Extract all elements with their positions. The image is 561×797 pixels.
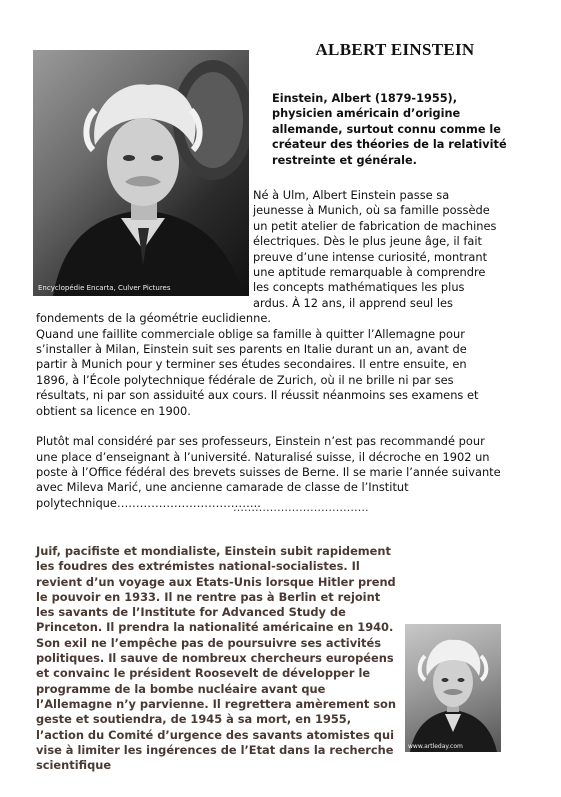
photo-watermark: www.artleday.com — [408, 743, 463, 750]
bio-paragraph-career: Plutôt mal considéré par ses professeurs, Einstein n’est pas recommandé pour une place d’enseignant à l’université. Naturalisé suisse, il décroche en 1902 un poste à l’Office fédéral des brevets suisses de Berne. Il se marie l’année suivante avec Mileva Marić, une ancienne camarade de classe de l’Institut polytechnique……………………………….. — [36, 434, 501, 510]
photo-credit: Encyclopédie Encarta, Culver Pictures — [38, 284, 171, 292]
biography-text — [36, 188, 501, 511]
summary-paragraph: Einstein, Albert (1879-1955), physicien américain d’origine allemande, surtout connu comme le créateur des théories de la relativité restreinte et générale. — [272, 92, 507, 167]
page-title: ALBERT EINSTEIN — [315, 40, 475, 59]
politics-text: Juif, pacifiste et mondialiste, Einstein subit rapidement les foudres des extrémistes national-socialistes. Il revient d’un voyage aux Etats-Unis lorsque Hitler prend le pouvoir en 1933. Il ne rentre pas à Berlin et rejoint les savants de l’Institute for Advanced Study de Princeton. Il prendra la nationalité américaine en 1940. Son exil ne l’empêche pas de poursuivre ses activités politiques. Il sauve de nombreux chercheurs européens et convainc le président Roosevelt de développer le programme de la bombe nucléaire avant que l’Allemagne n’y parvienne. Il regrettera amèrement son geste et soutiendra, de 1945 à sa mort, en 1955, l’action du Comité d’urgence des savants atomistes qui vise à limiter les ingérences de l’Etat dans la recherche scientifique — [36, 544, 396, 773]
bio-paragraph-youth: Né à Ulm, Albert Einstein passe sa jeunesse à Munich, où sa famille possède un petit atelier de fabrication de machines électriques. Dès le plus jeune âge, il fait preuve d’une intense curiosité, montrant une aptitude remarquable à comprendre les concepts mathématiques les plus ardus. À 12 ans, il apprend seul les fondements de la géométrie euclidienne. — [36, 188, 497, 326]
einstein-portrait-photo-small — [405, 624, 501, 752]
small-portrait-illustration — [405, 624, 501, 752]
bio-paragraph-studies: Quand une faillite commerciale oblige sa famille à quitter l’Allemagne pour s’installer à Milan, Einstein suit ses parents en Italie durant un an, avant de partir à Munich pour y terminer ses études secondaires. Il entre ensuite, en 1896, à l’École polytechnique fédérale de Zurich, où il ne brille ni par ses résultats, ni par son assiduité aux cours. Il réussit néanmoins ses examens et obtient sa licence en 1900. — [36, 326, 479, 418]
photo-wrap-spacer — [36, 188, 253, 296]
dotted-separator: ………………………………. — [233, 501, 369, 514]
